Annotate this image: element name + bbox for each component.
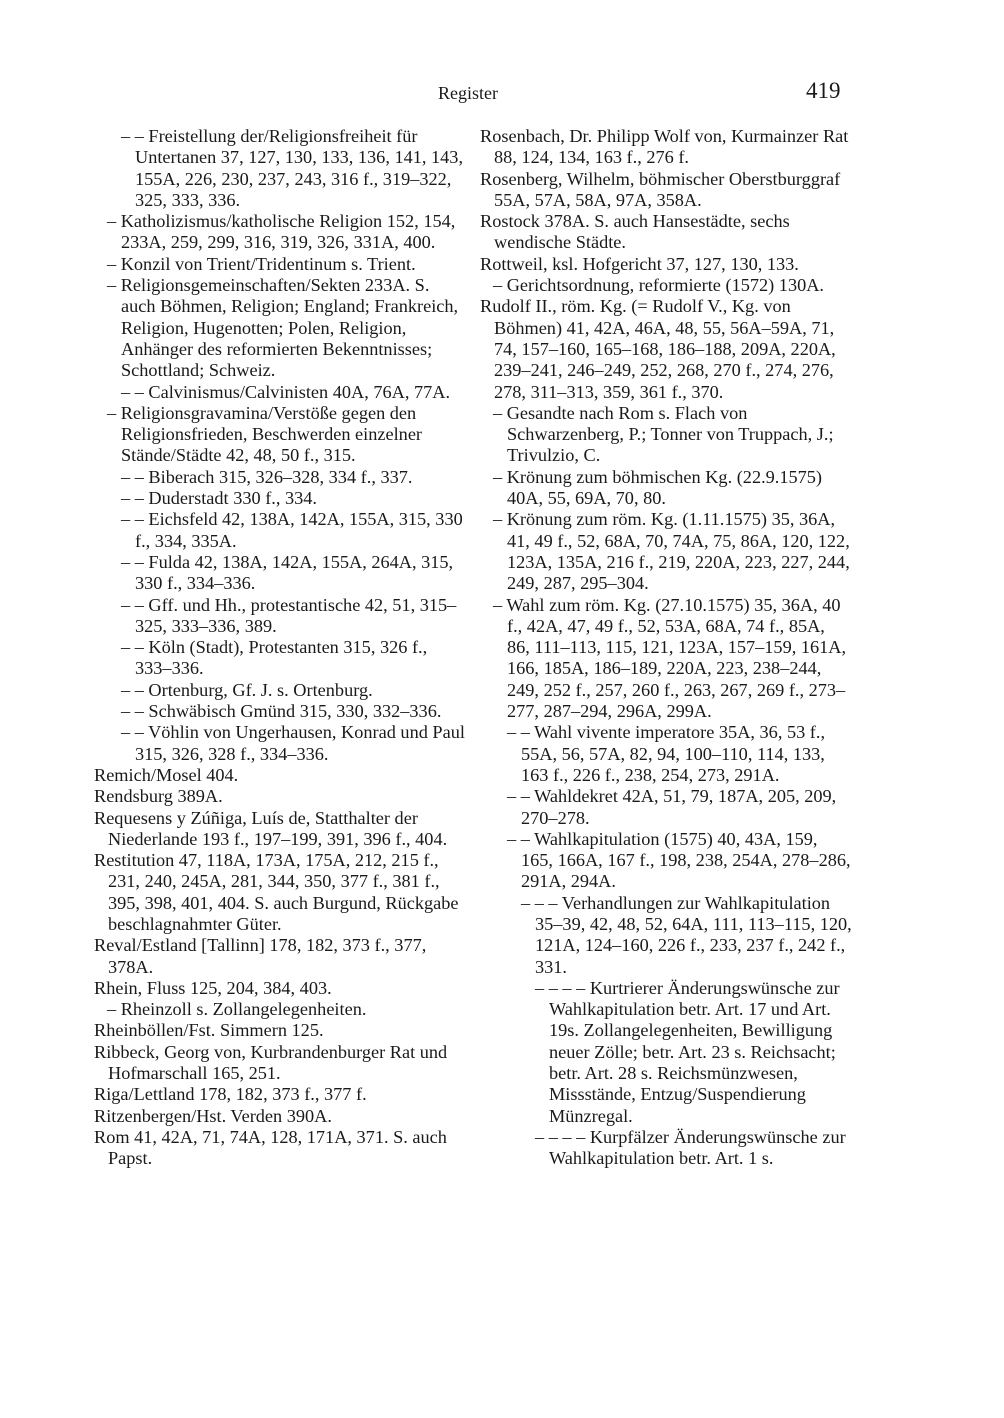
- index-entry: – Gesandte nach Rom s. Flach von Schwarzenberg, P.; Tonner von Truppach, J.; Trivulzio, C.: [493, 402, 834, 466]
- index-entry: Remich/Mosel 404.: [94, 764, 239, 785]
- index-entry: – – – Verhandlungen zur Wahlkapitulation 35–39, 42, 48, 52, 64A, 111, 113–115, 120, 121A, 124–160, 226 f., 233, 237 f., 242 f., 331.: [521, 892, 852, 977]
- index-entry: – Religionsgemeinschaften/Sekten 233A. S. auch Böhmen, Religion; England; Frankreich, Religion, Hugenotten; Polen, Religion, Anhänger des reformierten Bekenntnisses; Schottland; Schweiz.: [107, 275, 459, 381]
- page-number: 419: [806, 78, 841, 103]
- index-entry: – – Gff. und Hh., protestantische 42, 51, 315–325, 333–336, 389.: [121, 594, 457, 636]
- index-entry: Rostock 378A. S. auch Hansestädte, sechs wendische Städte.: [480, 211, 790, 253]
- index-entry: Rendsburg 389A.: [94, 786, 223, 807]
- index-entry: – – Freistellung der/Religionsfreiheit für Untertanen 37, 127, 130, 133, 136, 141, 143, 155A, 226, 230, 237, 243, 316 f., 319–322, 325, 333, 336.: [121, 126, 464, 210]
- index-entry: – Krönung zum röm. Kg. (1.11.1575) 35, 36A, 41, 49 f., 52, 68A, 70, 74A, 75, 86A, 120, 122, 123A, 135A, 216 f., 219, 220A, 223, 227, 244, 249, 287, 295–304.: [493, 509, 850, 594]
- index-entry: – – Fulda 42, 138A, 142A, 155A, 264A, 315, 330 f., 334–336.: [121, 551, 454, 594]
- index-entry: Rhein, Fluss 125, 204, 384, 403.: [94, 977, 332, 998]
- index-entry: – – Eichsfeld 42, 138A, 142A, 155A, 315, 330 f., 334, 335A.: [121, 509, 463, 551]
- index-entry: – – Duderstadt 330 f., 334.: [121, 488, 317, 509]
- index-entry: Riga/Lettland 178, 182, 373 f., 377 f.: [94, 1084, 367, 1105]
- index-column-right: [480, 126, 852, 1170]
- index-entry: – – Wahldekret 42A, 51, 79, 187A, 205, 209, 270–278.: [507, 786, 837, 828]
- index-entry: – Rheinzoll s. Zollangelegenheiten.: [107, 999, 367, 1020]
- index-entry: – Krönung zum böhmischen Kg. (22.9.1575) 40A, 55, 69A, 70, 80.: [493, 466, 823, 509]
- index-entry: Rottweil, ksl. Hofgericht 37, 127, 130, 133.: [480, 253, 799, 274]
- header-title: Register: [438, 83, 498, 103]
- index-entry: – Wahl zum röm. Kg. (27.10.1575) 35, 36A, 40 f., 42A, 47, 49 f., 52, 53A, 68A, 74 f., 85A, 86, 111–113, 115, 121, 123A, 157–159, 161A, 166, 185A, 186–189, 220A, 223, 238–244, 249, 252 f., 257, 260 f., 263, 267, 269 f., 273–277, 287–294, 296A, 299A.: [493, 594, 847, 722]
- index-entry: – – Wahl vivente imperatore 35A, 36, 53 f., 55A, 56, 57A, 82, 94, 100–110, 114, 133, 163 f., 226 f., 238, 254, 273, 291A.: [507, 722, 826, 785]
- index-entry: – – Köln (Stadt), Protestanten 315, 326 f., 333–336.: [121, 637, 428, 679]
- index-entry: – – Schwäbisch Gmünd 315, 330, 332–336.: [121, 701, 442, 722]
- index-entry: Ribbeck, Georg von, Kurbrandenburger Rat und Hofmarschall 165, 251.: [94, 1041, 448, 1084]
- index-entry: Restitution 47, 118A, 173A, 175A, 212, 215 f., 231, 240, 245A, 281, 344, 350, 377 f., 381 f., 395, 398, 401, 404. S. auch Burgund, Rückgabe beschlagnahmter Güter.: [94, 850, 459, 934]
- index-entry: Rudolf II., röm. Kg. (= Rudolf V., Kg. von Böhmen) 41, 42A, 46A, 48, 55, 56A–59A, 71, 74, 157–160, 165–168, 186–188, 209A, 220A, 239–241, 246–249, 252, 268, 270 f., 274, 276, 278, 311–313, 359, 361 f., 370.: [480, 296, 836, 402]
- index-column-left: [94, 126, 466, 1170]
- index-entry: – – – – Kurpfälzer Änderungswünsche zur Wahlkapitulation betr. Art. 1 s.: [535, 1126, 846, 1169]
- index-entry: – Katholizismus/katholische Religion 152, 154, 233A, 259, 299, 316, 319, 326, 331A, 400.: [107, 211, 456, 253]
- index-entry: Requesens y Zúñiga, Luís de, Statthalter der Niederlande 193 f., 197–199, 391, 396 f., 404.: [94, 807, 448, 849]
- index-entry: – Gerichtsordnung, reformierte (1572) 130A.: [493, 275, 824, 296]
- index-entry: – – Calvinismus/Calvinisten 40A, 76A, 77A.: [121, 381, 451, 402]
- index-entry: Rosenberg, Wilhelm, böhmischer Oberstburggraf 55A, 57A, 58A, 97A, 358A.: [480, 168, 841, 210]
- index-entry: – – Vöhlin von Ungerhausen, Konrad und Paul 315, 326, 328 f., 334–336.: [121, 722, 465, 764]
- index-entry: – – Wahlkapitulation (1575) 40, 43A, 159, 165, 166A, 167 f., 198, 238, 254A, 278–286, 291A, 294A.: [507, 828, 851, 892]
- index-entry: – – Biberach 315, 326–328, 334 f., 337.: [121, 466, 413, 487]
- index-entry: Rheinböllen/Fst. Simmern 125.: [94, 1020, 324, 1041]
- index-entry: – – Ortenburg, Gf. J. s. Ortenburg.: [121, 679, 373, 700]
- index-entry: Reval/Estland [Tallinn] 178, 182, 373 f., 377, 378A.: [94, 935, 427, 977]
- index-entry: Ritzenbergen/Hst. Verden 390A.: [94, 1105, 332, 1126]
- index-entry: – Konzil von Trient/Tridentinum s. Trient.: [107, 253, 416, 274]
- index-entry: – Religionsgravamina/Verstöße gegen den Religionsfrieden, Beschwerden einzelner Stände/Städte 42, 48, 50 f., 315.: [107, 402, 423, 466]
- index-entry: Rom 41, 42A, 71, 74A, 128, 171A, 371. S. auch Papst.: [94, 1126, 447, 1169]
- index-entry: – – – – Kurtrierer Änderungswünsche zur Wahlkapitulation betr. Art. 17 und Art. 19s. Zollangelegenheiten, Bewilligung neuer Zölle; betr. Art. 23 s. Reichsacht; betr. Art. 28 s. Reichsmünzwesen, Missstände, Entzug/Suspendierung Münzregal.: [535, 977, 840, 1126]
- index-entry: Rosenbach, Dr. Philipp Wolf von, Kurmainzer Rat 88, 124, 134, 163 f., 276 f.: [480, 126, 849, 168]
